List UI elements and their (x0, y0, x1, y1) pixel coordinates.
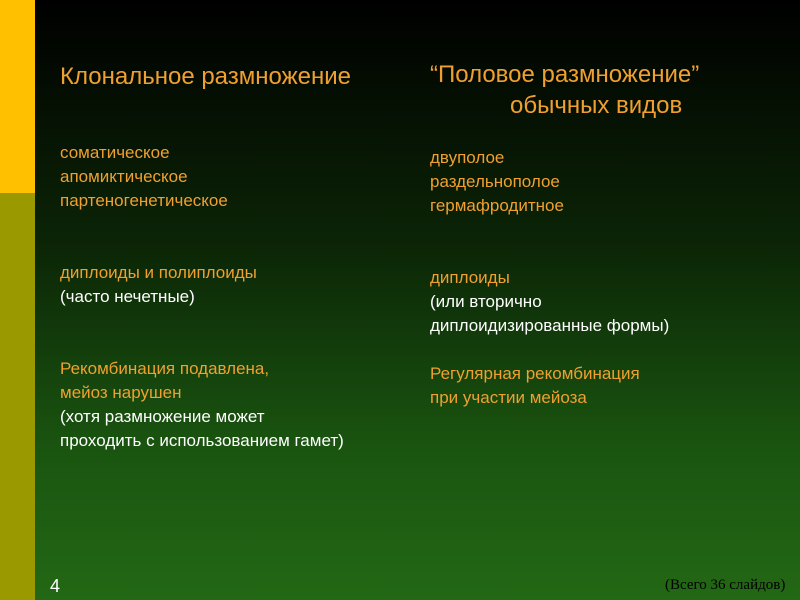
right-column-title-line-2: обычных видов (510, 92, 683, 119)
left-recombination-note-line-1: (хотя размножение может (60, 407, 265, 426)
left-recombination-note-line-2: проходить с использованием гамет) (60, 431, 344, 450)
right-recombination-line-1: Регулярная рекомбинация (430, 364, 640, 383)
right-recombination-line-2: при участии мейоза (430, 388, 587, 407)
right-type-dioecious: раздельнополое (430, 172, 560, 191)
slide-number: 4 (50, 576, 61, 596)
left-recombination-line-1: Рекомбинация подавлена, (60, 359, 270, 378)
total-slides-label: (Всего 36 слайдов) (665, 577, 786, 593)
left-recombination-note (60, 405, 344, 453)
left-column-title: Клональное размножение (60, 63, 351, 90)
left-type-parthenogenetic: партеногенетическое (60, 191, 228, 210)
left-ploidy-note: (часто нечетные) (60, 287, 195, 306)
left-recombination-line-2: мейоз нарушен (60, 383, 182, 402)
right-reproduction-types (430, 146, 564, 218)
right-ploidy-note (430, 290, 669, 338)
left-type-apomictic: апомиктическое (60, 167, 188, 186)
left-ploidy: диплоиды и полиплоиды (60, 263, 257, 282)
right-column-title-line-1: “Половое размножение” (430, 61, 700, 88)
left-reproduction-types (60, 141, 228, 213)
right-type-bisexual: двуполое (430, 148, 505, 167)
accent-bar-top (0, 0, 35, 193)
right-ploidy: диплоиды (430, 268, 510, 287)
accent-bar-bottom (0, 193, 35, 600)
right-ploidy-note-line-2: диплоидизированные формы) (430, 316, 670, 335)
left-type-somatic: соматическое (60, 143, 170, 162)
left-recombination (60, 357, 269, 405)
right-recombination (430, 362, 640, 410)
right-ploidy-note-line-1: (или вторично (430, 292, 542, 311)
right-type-hermaphroditic: гермафродитное (430, 196, 564, 215)
